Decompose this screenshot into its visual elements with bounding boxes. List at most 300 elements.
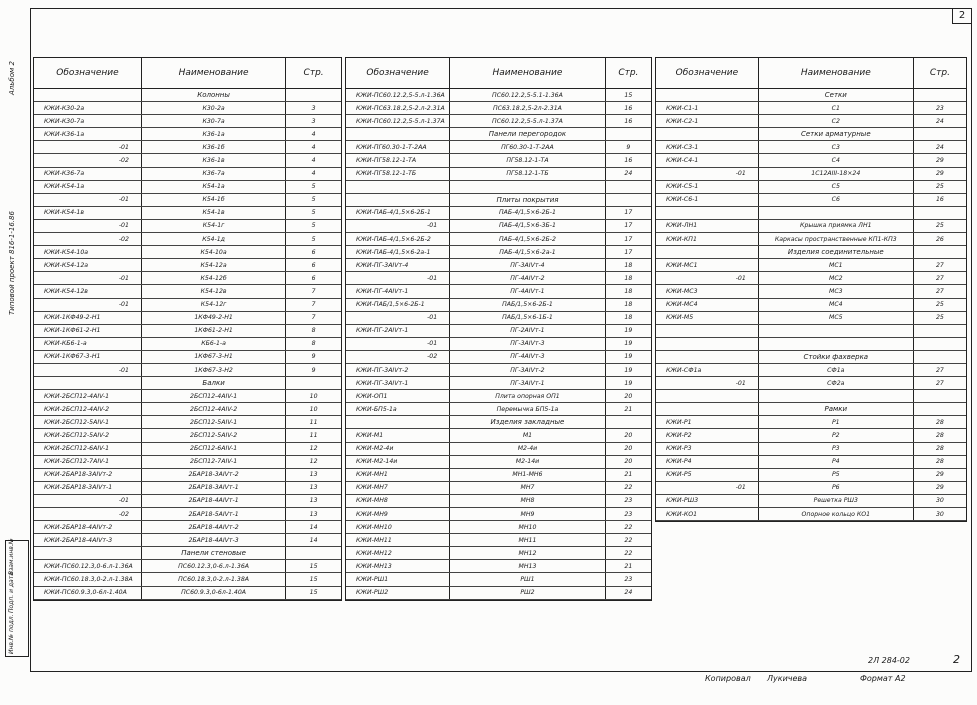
cell-name: Колонны	[141, 89, 285, 102]
cell-name: МН7	[450, 481, 606, 494]
cell-name: Р3	[758, 442, 913, 455]
header-page: Стр.	[286, 58, 341, 89]
cell-code: КЖИ-ПС60.12.2,5-5.л-1.36А	[346, 89, 450, 102]
cell-code: КЖИ-К36-1а	[34, 128, 141, 141]
album-label: Альбом 2	[8, 61, 16, 95]
cell-page	[913, 403, 966, 416]
cell-name: С5	[758, 180, 913, 193]
cell-page	[913, 390, 966, 403]
cell-code	[656, 246, 758, 259]
cell-name: Балки	[141, 377, 285, 390]
cell-code: -01	[34, 219, 141, 232]
cell-page: 24	[913, 141, 966, 154]
table-row	[346, 141, 651, 154]
cell-page: 20	[605, 429, 651, 442]
stamp-sign: Подп. и дата	[8, 572, 15, 613]
cell-page: 30	[913, 494, 966, 507]
table-row	[34, 468, 341, 481]
cell-code: КЖИ-ПС60.12.3,0-6.л-1.36А	[34, 560, 141, 573]
cell-page: 19	[605, 377, 651, 390]
cell-page: 17	[605, 246, 651, 259]
table-row	[656, 363, 966, 376]
cell-name: 2БСП12-4АIV-1	[141, 390, 285, 403]
cell-page: 15	[286, 586, 341, 599]
cell-code: -01	[34, 363, 141, 376]
header-code: Обозначение	[34, 58, 141, 89]
cell-page: 25	[913, 180, 966, 193]
cell-page	[605, 416, 651, 429]
table-row	[656, 429, 966, 442]
cell-code: КЖИ-2БСП12-5АIV-2	[34, 429, 141, 442]
table-row	[34, 272, 341, 285]
cell-page: 15	[286, 560, 341, 573]
cell-code: КЖИ-ПС63.18.2,5-2.л-2.31А	[346, 102, 450, 115]
table-row	[34, 337, 341, 350]
cell-code: КЖИ-ПАБ-4/1,5×6-2Б-2	[346, 233, 450, 246]
table-row	[346, 324, 651, 337]
table-row	[34, 219, 341, 232]
cell-page: 18	[605, 285, 651, 298]
table-row	[346, 521, 651, 534]
cell-name: ПС60.12.3,0-6.л-1.36А	[141, 560, 285, 573]
cell-page: 19	[605, 324, 651, 337]
cell-page: 29	[913, 167, 966, 180]
cell-code	[34, 89, 141, 102]
cell-code: КЖИ-ПС60.12.2,5-5.л-1.37А	[346, 115, 450, 128]
cell-name: К54-12г	[141, 298, 285, 311]
cell-name: Решетка РШ3	[758, 494, 913, 507]
cell-code: -01	[34, 141, 141, 154]
cell-page: 6	[286, 259, 341, 272]
cell-page: 12	[286, 455, 341, 468]
cell-page: 24	[605, 167, 651, 180]
cell-code	[656, 350, 758, 363]
cell-code: -01	[346, 337, 450, 350]
cell-code: -02	[34, 154, 141, 167]
table-row	[34, 154, 341, 167]
cell-code: КЖИ-ПГ58.12-1-ТБ	[346, 167, 450, 180]
cell-code: КЖИ-МН12	[346, 547, 450, 560]
cell-code: КЖИ-МН10	[346, 521, 450, 534]
section-heading-row	[34, 547, 341, 560]
table-row	[346, 272, 651, 285]
cell-name: 2БСП12-6АIV-1	[141, 442, 285, 455]
table-row	[34, 167, 341, 180]
cell-page: 25	[913, 219, 966, 232]
cell-code: КЖИ-К54-1а	[34, 180, 141, 193]
cell-code: КЖИ-К54-10а	[34, 246, 141, 259]
cell-code: КЖИ-ПГ-3АIVт-1	[346, 377, 450, 390]
cell-page: 16	[605, 102, 651, 115]
cell-name: К54-1д	[141, 233, 285, 246]
table-row	[34, 180, 341, 193]
table-row	[346, 102, 651, 115]
cell-code: КЖИ-2БАР18-4АIVт-3	[34, 534, 141, 547]
cell-name: Р5	[758, 468, 913, 481]
cell-name: МН13	[450, 560, 606, 573]
cell-page: 21	[605, 403, 651, 416]
cell-code: КЖИ-ПГ-4АIVт-1	[346, 285, 450, 298]
table-row	[656, 455, 966, 468]
cell-page: 9	[286, 363, 341, 376]
cell-name: К30-2а	[141, 102, 285, 115]
table-row	[656, 115, 966, 128]
cell-code: КЖИ-МН11	[346, 534, 450, 547]
table-row	[34, 534, 341, 547]
cell-page: 13	[286, 481, 341, 494]
cell-name: МС2	[758, 272, 913, 285]
cell-name: Перемычка БП5-1а	[450, 403, 606, 416]
cell-code: КЖИ-ПС60.18.3,0-2.л-1.38А	[34, 573, 141, 586]
cell-name: С3	[758, 141, 913, 154]
cell-page: 5	[286, 180, 341, 193]
table-row	[34, 494, 341, 507]
table-row	[346, 573, 651, 586]
cell-code: КЖИ-К30-2а	[34, 102, 141, 115]
cell-code: КЖИ-КБ6-1-а	[34, 337, 141, 350]
cell-name: ПГ58.12-1-ТБ	[450, 167, 606, 180]
table-header	[346, 58, 651, 89]
cell-page: 21	[605, 468, 651, 481]
cell-page: 20	[605, 442, 651, 455]
table-row	[656, 141, 966, 154]
table-row	[346, 167, 651, 180]
table-row	[346, 246, 651, 259]
cell-code: КЖИ-2БАР18-3АIVт-1	[34, 481, 141, 494]
table-row	[656, 285, 966, 298]
cell-code	[656, 89, 758, 102]
cell-name: С4	[758, 154, 913, 167]
cell-name: МН8	[450, 494, 606, 507]
cell-page: 24	[605, 586, 651, 599]
table-row	[656, 180, 966, 193]
cell-page: 19	[605, 363, 651, 376]
header-page: Стр.	[605, 58, 651, 89]
cell-code: -01	[346, 219, 450, 232]
table-row	[656, 272, 966, 285]
cell-page: 20	[605, 455, 651, 468]
table-row	[656, 377, 966, 390]
cell-code	[346, 193, 450, 206]
table-row	[34, 586, 341, 599]
cell-page: 4	[286, 128, 341, 141]
header-name: Наименование	[141, 58, 285, 89]
cell-code: -02	[34, 508, 141, 521]
cell-name: ПАБ-4/1,5×6-2Б-2	[450, 233, 606, 246]
project-label: Типовой проект 816-1-16.86	[8, 211, 16, 315]
section-heading-row	[346, 193, 651, 206]
cell-name: М2-4и	[450, 442, 606, 455]
cell-name	[758, 324, 913, 337]
cell-code: КЖИ-С5-1	[656, 180, 758, 193]
cell-page: 5	[286, 233, 341, 246]
cell-code: КЖИ-ПГ-3АIVт-2	[346, 363, 450, 376]
cell-code: КЖИ-ПГ58.12-1-ТА	[346, 154, 450, 167]
cell-name: ПГ58.12-1-ТА	[450, 154, 606, 167]
cell-page: 7	[286, 311, 341, 324]
table-row	[656, 298, 966, 311]
section-heading-row	[656, 89, 966, 102]
cell-code: КЖИ-Р3	[656, 442, 758, 455]
blank-row	[656, 390, 966, 403]
cell-page: 4	[286, 154, 341, 167]
cell-code: КЖИ-1КФ61-2-Н1	[34, 324, 141, 337]
cell-code: КЖИ-МН13	[346, 560, 450, 573]
cell-code	[346, 180, 450, 193]
cell-code	[656, 128, 758, 141]
cell-code: КЖИ-М1	[346, 429, 450, 442]
header-code: Обозначение	[346, 58, 450, 89]
cell-code: КЖИ-2БСП12-7АIV-1	[34, 455, 141, 468]
cell-name: 2БСП12-7АIV-1	[141, 455, 285, 468]
cell-name: ПС60.18.3,0-2.л-1.38А	[141, 573, 285, 586]
table-row	[346, 115, 651, 128]
cell-page: 4	[286, 141, 341, 154]
cell-name: ПАБ/1,5×6-2Б-1	[450, 298, 606, 311]
cell-code: КЖИ-Р1	[656, 416, 758, 429]
cell-name: ПАБ-4/1,5×6-3Б-1	[450, 219, 606, 232]
header-page: Стр.	[913, 58, 966, 89]
cell-code: КЖИ-МН9	[346, 508, 450, 521]
cell-page: 22	[605, 481, 651, 494]
cell-page: 27	[913, 285, 966, 298]
cell-name: СФ2а	[758, 377, 913, 390]
cell-page: 5	[286, 219, 341, 232]
cell-page: 15	[605, 89, 651, 102]
cell-code: КЖИ-С1-1	[656, 102, 758, 115]
cell-page: 23	[913, 102, 966, 115]
sheet-format: Формат А2	[860, 674, 906, 683]
document-code: 2Л 284-02	[868, 656, 910, 665]
cell-page: 19	[605, 350, 651, 363]
cell-code: -01	[656, 481, 758, 494]
table-header	[656, 58, 966, 89]
cell-name: С2	[758, 115, 913, 128]
cell-name: 2БАР18-4АIVт-3	[141, 534, 285, 547]
cell-code: КЖИ-С4-1	[656, 154, 758, 167]
cell-code: -01	[34, 193, 141, 206]
cell-name: МН12	[450, 547, 606, 560]
cell-name: Р2	[758, 429, 913, 442]
cell-name: Р6	[758, 481, 913, 494]
table-row	[656, 259, 966, 272]
table-row	[34, 508, 341, 521]
table-row	[346, 442, 651, 455]
table-row	[346, 298, 651, 311]
table-row	[34, 285, 341, 298]
cell-name: СФ1а	[758, 363, 913, 376]
cell-code: КЖИ-СФ1а	[656, 363, 758, 376]
cell-page: 4	[286, 167, 341, 180]
blank-row	[656, 324, 966, 337]
table-row	[346, 285, 651, 298]
cell-code: КЖИ-МН7	[346, 481, 450, 494]
table-row	[656, 416, 966, 429]
cell-page: 28	[913, 429, 966, 442]
cell-name: 2БАР18-4АIVт-1	[141, 494, 285, 507]
cell-name: К54-12б	[141, 272, 285, 285]
cell-name: РШ2	[450, 586, 606, 599]
cell-page: 9	[605, 141, 651, 154]
cell-code: КЖИ-КО1	[656, 508, 758, 521]
cell-page: 17	[605, 206, 651, 219]
cell-name: ПС60.9.3,0-6л-1.40А	[141, 586, 285, 599]
table-row	[656, 102, 966, 115]
stamp-replace: Взам.инв.№	[8, 538, 15, 575]
cell-name: Р4	[758, 455, 913, 468]
cell-code: -01	[346, 272, 450, 285]
side-stamp	[5, 540, 29, 657]
cell-code: КЖИ-2БСП12-4АIV-1	[34, 390, 141, 403]
cell-page: 13	[286, 468, 341, 481]
cell-page: 26	[913, 233, 966, 246]
cell-name: КБ6-1-а	[141, 337, 285, 350]
table-row	[656, 219, 966, 232]
cell-name	[758, 337, 913, 350]
table-row	[346, 481, 651, 494]
cell-page: 22	[605, 547, 651, 560]
cell-name: Панели перегородок	[450, 128, 606, 141]
cell-page: 27	[913, 363, 966, 376]
cell-name: Каркасы пространственные КП1-КП3	[758, 233, 913, 246]
table-row	[346, 337, 651, 350]
cell-page	[286, 89, 341, 102]
cell-name: 1КФ67-3-Н2	[141, 363, 285, 376]
cell-page: 5	[286, 206, 341, 219]
cell-page: 28	[913, 455, 966, 468]
section-heading-row	[34, 377, 341, 390]
cell-page: 11	[286, 429, 341, 442]
cell-name	[450, 180, 606, 193]
table-row	[34, 350, 341, 363]
table-row	[34, 259, 341, 272]
cell-page	[286, 547, 341, 560]
sheet-number-bottom: 2	[953, 653, 960, 666]
cell-name: МС5	[758, 311, 913, 324]
cell-name: К30-7а	[141, 115, 285, 128]
cell-name: К36-1б	[141, 141, 285, 154]
table-row	[34, 311, 341, 324]
cell-code: КЖИ-ПС60.9.3,0-6л-1.40А	[34, 586, 141, 599]
table-row	[34, 324, 341, 337]
cell-code	[656, 337, 758, 350]
cell-code: -01	[34, 494, 141, 507]
cell-name: ПАБ-4/1,5×6-2Б-1	[450, 206, 606, 219]
cell-name: Сетки	[758, 89, 913, 102]
cell-name: С6	[758, 193, 913, 206]
cell-code: -01	[34, 298, 141, 311]
table-header	[34, 58, 341, 89]
cell-name: МС4	[758, 298, 913, 311]
table-row	[346, 154, 651, 167]
table-row	[34, 206, 341, 219]
cell-page: 25	[913, 298, 966, 311]
table-row	[656, 193, 966, 206]
cell-page	[913, 337, 966, 350]
table-row	[346, 547, 651, 560]
cell-code: КЖИ-ПАБ-4/1,5×6-2а-1	[346, 246, 450, 259]
table-row	[34, 481, 341, 494]
table-row	[346, 455, 651, 468]
section-heading-row	[34, 89, 341, 102]
cell-page: 29	[913, 154, 966, 167]
cell-page: 3	[286, 115, 341, 128]
section-heading-row	[656, 246, 966, 259]
cell-page	[913, 324, 966, 337]
cell-name: Изделия соединительные	[758, 246, 913, 259]
cell-page	[605, 128, 651, 141]
table-row	[346, 350, 651, 363]
table-row	[34, 298, 341, 311]
cell-code: КЖИ-2БСП12-6АIV-1	[34, 442, 141, 455]
cell-name: К54-1в	[141, 206, 285, 219]
cell-page: 18	[605, 272, 651, 285]
cell-page	[913, 246, 966, 259]
cell-code: -02	[346, 350, 450, 363]
table-row	[346, 89, 651, 102]
cell-name: 2БСП12-4АIV-2	[141, 403, 285, 416]
cell-code: КЖИ-ЛН1	[656, 219, 758, 232]
cell-code: КЖИ-К54-12а	[34, 259, 141, 272]
sheet-number-box	[952, 8, 972, 24]
cell-page	[913, 128, 966, 141]
table-row	[656, 468, 966, 481]
cell-code	[656, 324, 758, 337]
cell-page: 7	[286, 285, 341, 298]
cell-name: К54-1г	[141, 219, 285, 232]
cell-page: 8	[286, 324, 341, 337]
cell-code: КЖИ-М2-4и	[346, 442, 450, 455]
cell-code: КЖИ-РШ2	[346, 586, 450, 599]
cell-code: КЖИ-К54-12в	[34, 285, 141, 298]
cell-name: Изделия закладные	[450, 416, 606, 429]
cell-page: 17	[605, 219, 651, 232]
cell-name: 1КФ61-2-Н1	[141, 324, 285, 337]
cell-page: 16	[605, 154, 651, 167]
cell-page: 22	[605, 521, 651, 534]
cell-page: 11	[286, 416, 341, 429]
cell-name: МН9	[450, 508, 606, 521]
cell-page: 18	[605, 259, 651, 272]
header-name: Наименование	[450, 58, 606, 89]
cell-page: 22	[605, 534, 651, 547]
cell-name: Стойки фахверка	[758, 350, 913, 363]
stamp-inv: Инв.№ подл.	[8, 614, 15, 654]
cell-name: Плиты покрытия	[450, 193, 606, 206]
table-row	[34, 115, 341, 128]
cell-name: Панели стеновые	[141, 547, 285, 560]
cell-code: КЖИ-БП5-1а	[346, 403, 450, 416]
table-row	[34, 521, 341, 534]
cell-page: 21	[605, 560, 651, 573]
cell-page: 23	[605, 508, 651, 521]
cell-page	[913, 350, 966, 363]
cell-name: Р1	[758, 416, 913, 429]
cell-name: К54-12а	[141, 259, 285, 272]
cell-name: К54-10а	[141, 246, 285, 259]
cell-page: 18	[605, 311, 651, 324]
cell-name: 2БСП12-5АIV-1	[141, 416, 285, 429]
cell-page: 19	[605, 337, 651, 350]
cell-code	[656, 206, 758, 219]
table-row	[346, 560, 651, 573]
cell-name: ПГ-3АIVт-4	[450, 259, 606, 272]
cell-code: КЖИ-Р4	[656, 455, 758, 468]
cell-code: КЖИ-ПАБ-4/1,5×6-2Б-1	[346, 206, 450, 219]
spec-table-3	[655, 57, 967, 522]
cell-name: 2БАР18-3АIVт-2	[141, 468, 285, 481]
cell-page: 13	[286, 508, 341, 521]
